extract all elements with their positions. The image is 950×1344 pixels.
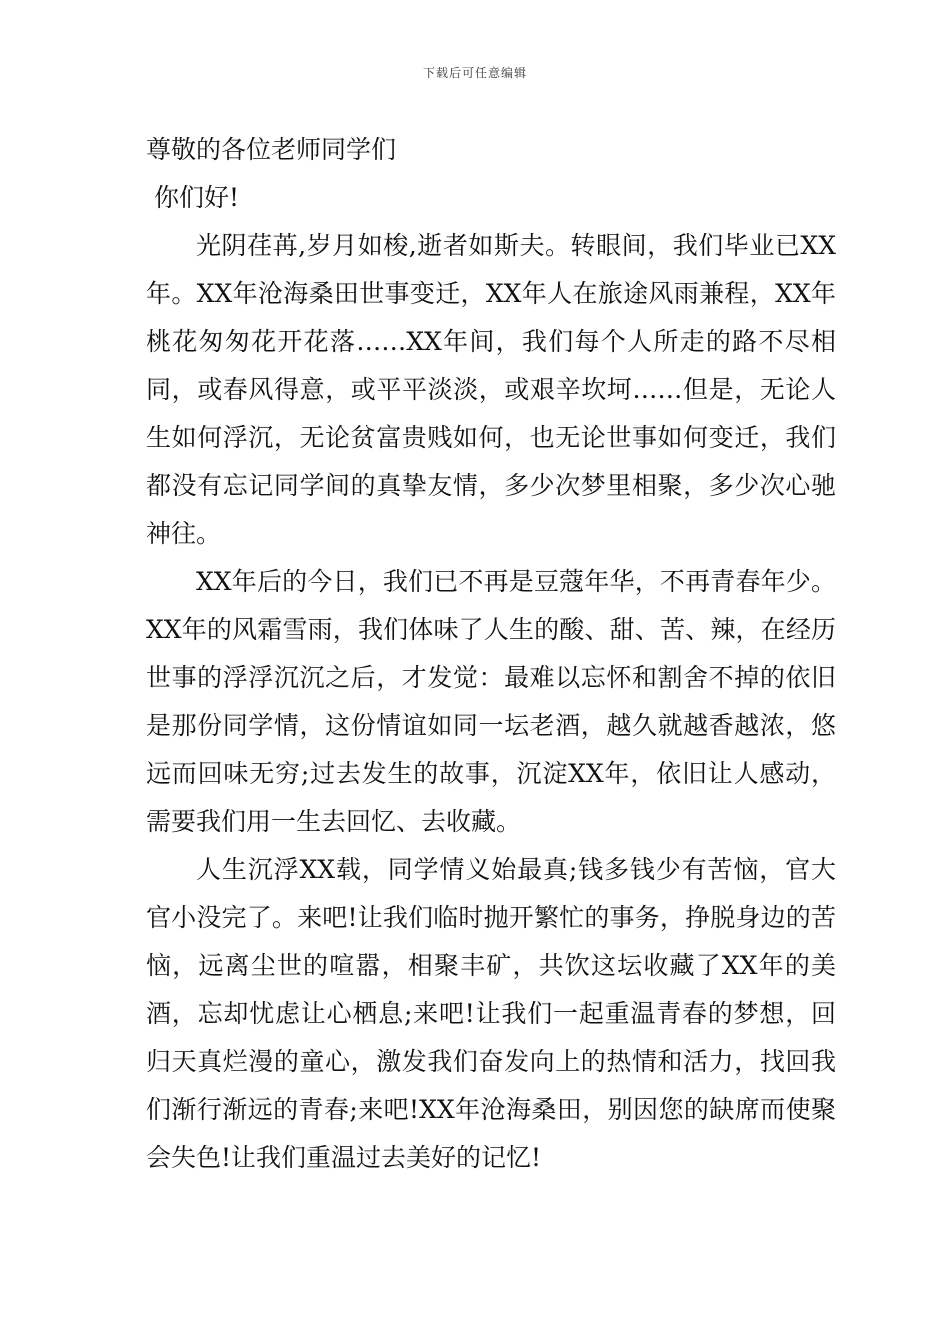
paragraph: 人生沉浮XX载，同学情义始最真;钱多钱少有苦恼，官大官小没完了。来吧!让我们临时抛开繁忙的事务，挣脱身边的苦恼，远离尘世的喧嚣，相聚丰矿，共饮这坛收藏了XX年的美酒，忘却忧虑让心栖息;来吧!让我们一起重温青春的梦想，回归天真烂漫的童心，激发我们奋发向上的热情和活力，找回我们渐行渐远的青春;来吧!XX年沧海桑田，别因您的缺席而使聚会失色!让我们重温过去美好的记忆! [146, 855, 836, 1172]
paragraph: XX年后的今日，我们已不再是豆蔻年华，不再青春年少。XX年的风霜雪雨，我们体味了人生的酸、甜、苦、辣，在经历世事的浮浮沉沉之后，才发觉：最难以忘怀和割舍不掉的依旧是那份同学情，这份情谊如同一坛老酒，越久就越香越浓，悠远而回味无穷;过去发生的故事，沉淀XX年，依旧让人感动，需要我们用一生去回忆、去收藏。 [146, 567, 836, 836]
header-note: 下载后可任意编辑 [422, 66, 527, 80]
greeting: 你们好! [154, 183, 240, 212]
salutation: 尊敬的各位老师同学们 [146, 135, 397, 164]
paragraph: 光阴荏苒,岁月如梭,逝者如斯夫。转眼间，我们毕业已XX年。XX年沧海桑田世事变迁，XX年人在旅途风雨兼程，XX年桃花匆匆花开花落……XX年间，我们每个人所走的路不尽相同，或春风得意，或平平淡淡，或艰辛坎坷……但是，无论人生如何浮沉，无论贫富贵贱如何，也无论世事如何变迁，我们都没有忘记同学间的真挚友情，多少次梦里相聚，多少次心驰神往。 [146, 231, 836, 548]
letter-body [146, 126, 836, 1182]
